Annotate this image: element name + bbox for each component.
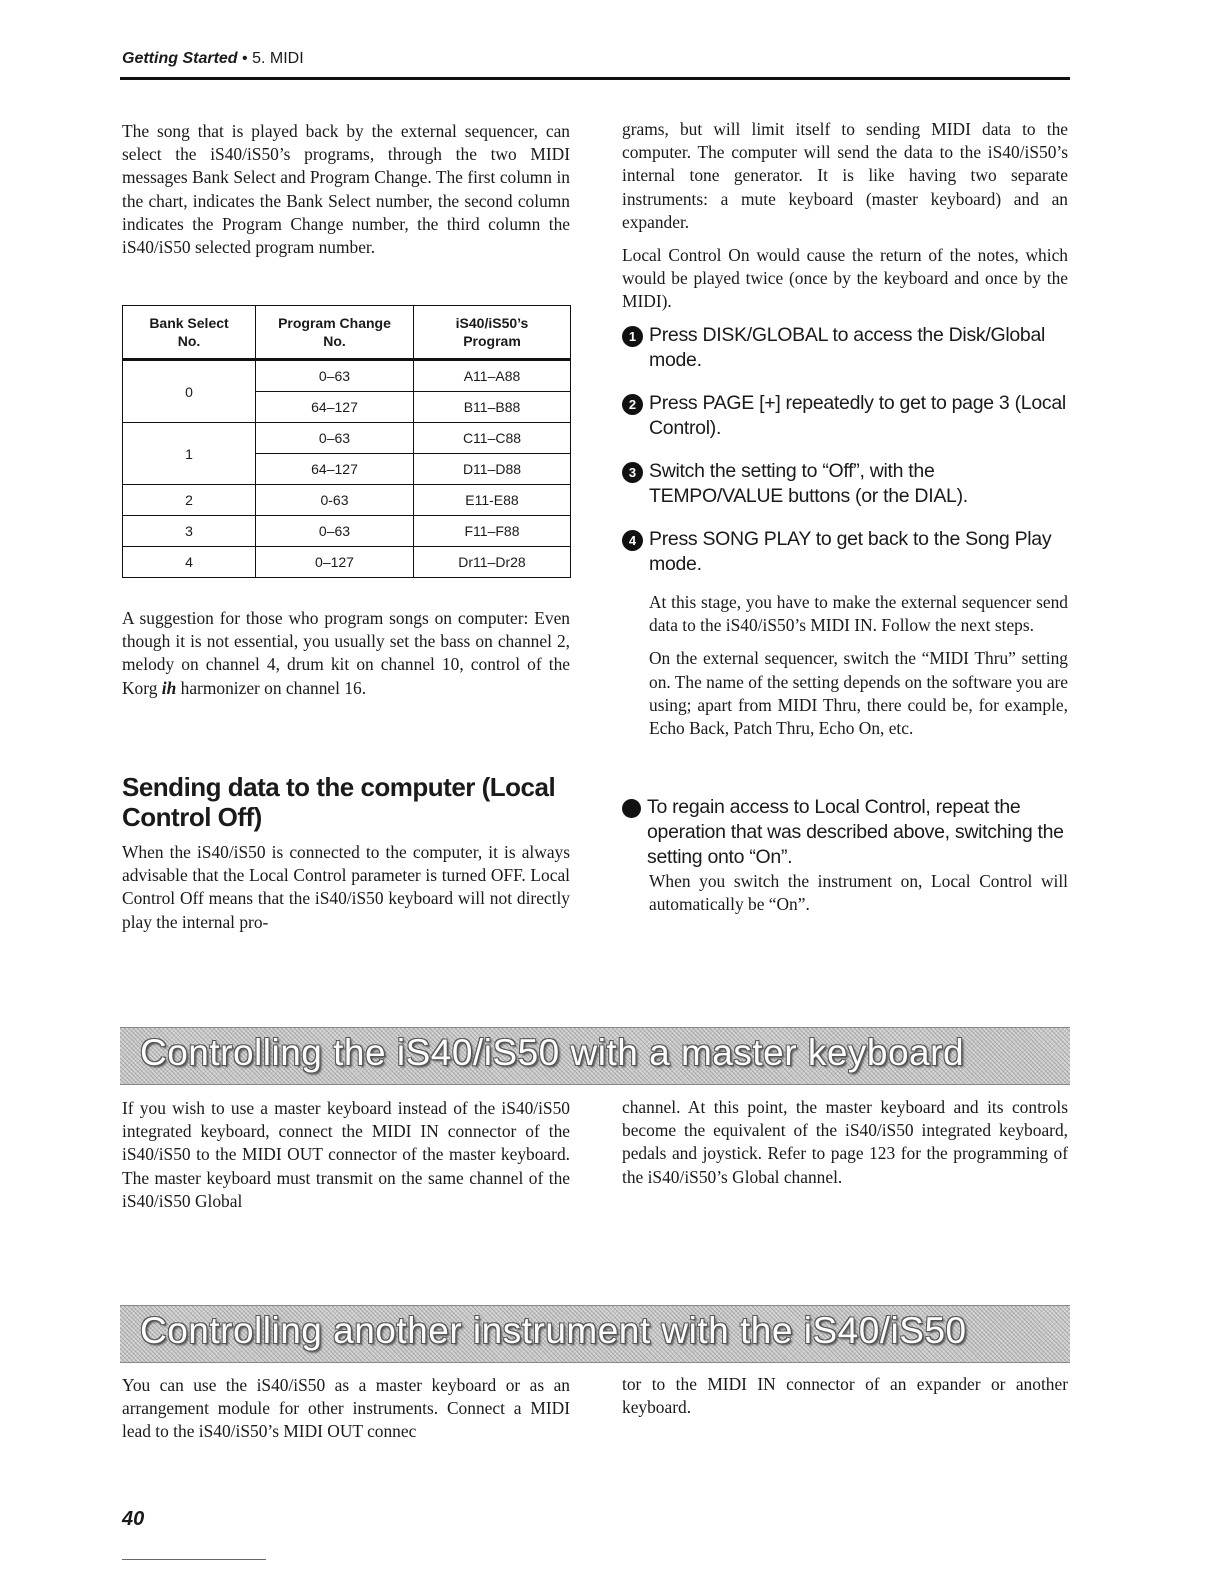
table-header-row [123, 306, 571, 360]
bullet-text: To regain access to Local Control, repeat the operation that was described above, switching the setting onto “On”. [647, 796, 1064, 868]
master-keyboard-paragraph: If you wish to use a master keyboard instead of the iS40/iS50 integrated keyboard, connect the MIDI IN connector of the iS40/iS50 to the MIDI OUT connector of the master keyboard. The master keyboard must transmit on the same channel of the iS40/iS50 Global [122, 1098, 570, 1211]
table-row [123, 360, 571, 392]
header-bullet: • [242, 50, 248, 67]
pc-cell: 0-63 [256, 485, 414, 516]
other-instrument-left [122, 1374, 570, 1454]
left-column-top [122, 120, 570, 269]
program-cell: F11–F88 [414, 516, 571, 547]
program-cell: B11–B88 [414, 392, 571, 423]
intro-paragraph: The song that is played back by the external sequencer, can select the iS40/iS50’s programs, through the two MIDI messages Bank Select and Program Change. The first column in the chart, indicates the Bank Select number, the second column indicates the Program Change number, the third column the iS40/iS50 selected program number. [122, 121, 570, 258]
running-header [122, 50, 304, 68]
bank-cell: 1 [123, 423, 256, 485]
section-banner-master-keyboard [120, 1027, 1070, 1085]
step-text: Press DISK/GLOBAL to access the Disk/Global mode. [649, 324, 1046, 371]
page-number: 40 [122, 1508, 145, 1530]
bank-table-wrap [122, 305, 571, 578]
step-text: Press SONG PLAY to get back to the Song Play mode. [649, 528, 1052, 575]
steps-list [622, 323, 1068, 595]
section-banner-other-instrument [120, 1305, 1070, 1363]
step-number-icon: 2 [622, 394, 643, 415]
table-row [123, 547, 571, 578]
suggestion-block [122, 607, 570, 710]
other-instrument-paragraph: You can use the iS40/iS50 as a master keyboard or as an arrangement module for other instruments. Connect a MIDI lead to the iS40/iS50’s MIDI OUT connec [122, 1375, 570, 1442]
bank-cell: 0 [123, 360, 256, 423]
footer-line [122, 1559, 266, 1560]
table-header-program: iS40/iS50’s Program [414, 306, 571, 360]
local-control-paragraph: When the iS40/iS50 is connected to the computer, it is always advisable that the Local Control parameter is turned OFF. Local Control Off means that the iS40/iS50 keyboard will not directly play the internal pro- [122, 842, 570, 932]
master-keyboard-paragraph-cont: channel. At this point, the master keyboard and its controls become the equivalent of the iS40/iS50 integrated keyboard, pedals and joystick. Refer to page 123 for the programming of the iS40/iS50’s Global channel. [622, 1097, 1068, 1187]
step-number-icon: 1 [622, 326, 643, 347]
table-header-program-change: Program Change No. [256, 306, 414, 360]
local-control-left [122, 841, 570, 944]
pc-cell: 0–63 [256, 516, 414, 547]
bank-cell: 3 [123, 516, 256, 547]
step-item [622, 391, 1068, 441]
pc-cell: 0–63 [256, 423, 414, 454]
bank-cell: 4 [123, 547, 256, 578]
step-item [622, 459, 1068, 509]
banner-title: Controlling the iS40/iS50 with a master keyboard [140, 1032, 965, 1073]
step-text: Press PAGE [+] repeatedly to get to page 3 (Local Control). [649, 392, 1066, 439]
brand-logo-text: ih [161, 677, 177, 698]
program-cell: Dr11–Dr28 [414, 547, 571, 578]
master-keyboard-left [122, 1097, 570, 1223]
step-notes [649, 591, 1068, 750]
other-instrument-paragraph-cont: tor to the MIDI IN connector of an expander or another keyboard. [622, 1374, 1068, 1418]
banner-title: Controlling another instrument with the iS40/iS50 [140, 1310, 967, 1351]
local-control-on-paragraph: Local Control On would cause the return of the notes, which would be played twice (once by the keyboard and once by the MIDI). [622, 245, 1068, 312]
pc-cell: 64–127 [256, 454, 414, 485]
program-cell: E11-E88 [414, 485, 571, 516]
pc-cell: 0–63 [256, 360, 414, 392]
header-section: Getting Started [122, 50, 238, 67]
local-control-paragraph-cont: grams, but will limit itself to sending MIDI data to the computer. The computer will send the data to the iS40/iS50’s internal tone generator. It is like having two separate instruments: a mute keyboard (master keyboard) and an expander. [622, 119, 1068, 232]
bank-cell: 2 [123, 485, 256, 516]
note-paragraph: At this stage, you have to make the external sequencer send data to the iS40/iS50’s MIDI IN. Follow the next steps. [649, 592, 1068, 636]
program-cell: A11–A88 [414, 360, 571, 392]
step-number-icon: 4 [622, 530, 643, 551]
bank-select-table [122, 305, 571, 578]
right-column [622, 118, 1068, 324]
table-header-bank: Bank Select No. [123, 306, 256, 360]
bullet-item [622, 795, 1068, 926]
section-heading-local-control: Sending data to the computer (Local Control Off) [122, 772, 556, 832]
bullet-dot-icon [622, 799, 641, 818]
table-row [123, 423, 571, 454]
table-row [123, 516, 571, 547]
step-number-icon: 3 [622, 462, 643, 483]
step-text: Switch the setting to “Off”, with the TEMPO/VALUE buttons (or the DIAL). [649, 460, 968, 507]
table-row [123, 485, 571, 516]
other-instrument-right [622, 1373, 1068, 1429]
step-item [622, 527, 1068, 577]
pc-cell: 0–127 [256, 547, 414, 578]
header-chapter: 5. MIDI [252, 50, 304, 67]
program-cell: C11–C88 [414, 423, 571, 454]
step-item [622, 323, 1068, 373]
suggestion-paragraph: A suggestion for those who program songs on computer: Even though it is not essential, you usually set the bass on channel 2, melody on channel 4, drum kit on channel 10, control of the Korg ih harmonizer on channel 16. [122, 608, 570, 698]
bullet-note: When you switch the instrument on, Local Control will automatically be “On”. [649, 871, 1068, 915]
header-rule [120, 77, 1070, 80]
master-keyboard-right [622, 1096, 1068, 1199]
program-cell: D11–D88 [414, 454, 571, 485]
bullet-step [622, 795, 1068, 870]
pc-cell: 64–127 [256, 392, 414, 423]
note-paragraph: On the external sequencer, switch the “MIDI Thru” setting on. The name of the setting depends on the software you are using; apart from MIDI Thru, there could be, for example, Echo Back, Patch Thru, Echo On, etc. [649, 648, 1068, 739]
